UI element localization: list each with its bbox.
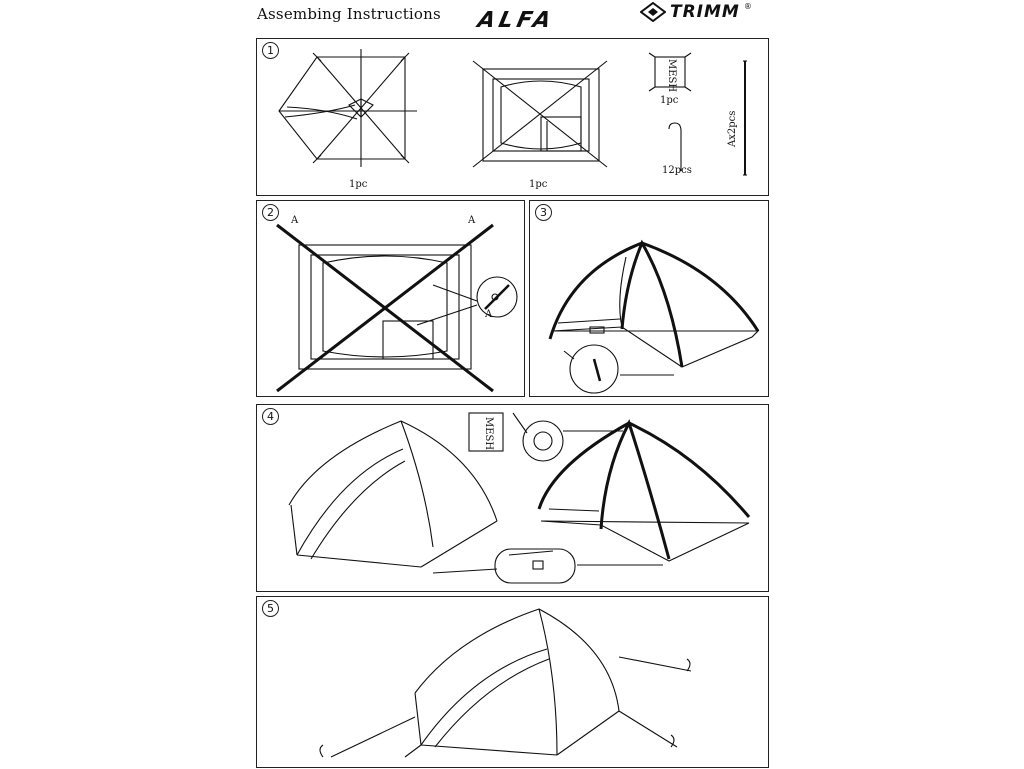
- step-5-panel: [256, 596, 769, 768]
- step-1-panel: [256, 38, 769, 196]
- step-2-number: 2: [262, 204, 279, 221]
- step-3-panel: [529, 200, 769, 397]
- brand-logo: [640, 2, 752, 22]
- mesh-label-step-4: MESH: [483, 417, 494, 451]
- step-2-panel: [256, 200, 525, 397]
- product-name: ALFA: [475, 8, 557, 33]
- step-2-poles-illustration: [257, 201, 526, 398]
- brand-name: TRIMM: [670, 2, 740, 22]
- trimm-logo-icon: [640, 2, 666, 22]
- step-3-number: 3: [535, 204, 552, 221]
- step-4-panel: [256, 404, 769, 592]
- step-5-guy-lines-illustration: [257, 597, 770, 769]
- registered-mark: ®: [743, 2, 752, 11]
- inner-tent-quantity: 1pc: [529, 179, 548, 190]
- step-1-parts-illustration: [257, 39, 770, 197]
- pole-a-right-label: A: [468, 215, 476, 226]
- pole-a-left-label: A: [291, 215, 299, 226]
- step-4-number: 4: [262, 408, 279, 425]
- step-5-number: 5: [262, 600, 279, 617]
- step-3-raising-illustration: [530, 201, 770, 398]
- pegs-quantity: 12pcs: [662, 165, 692, 176]
- step-1-number: 1: [262, 42, 279, 59]
- pole-detail-label: A: [485, 309, 493, 320]
- flysheet-quantity: 1pc: [349, 179, 368, 190]
- document-title: Assembing Instructions: [257, 5, 441, 23]
- mesh-quantity: 1pc: [660, 95, 679, 106]
- mesh-label: MESH: [666, 59, 677, 93]
- step-4-flysheet-illustration: [257, 405, 770, 593]
- poles-quantity: Ax2pcs: [727, 110, 738, 147]
